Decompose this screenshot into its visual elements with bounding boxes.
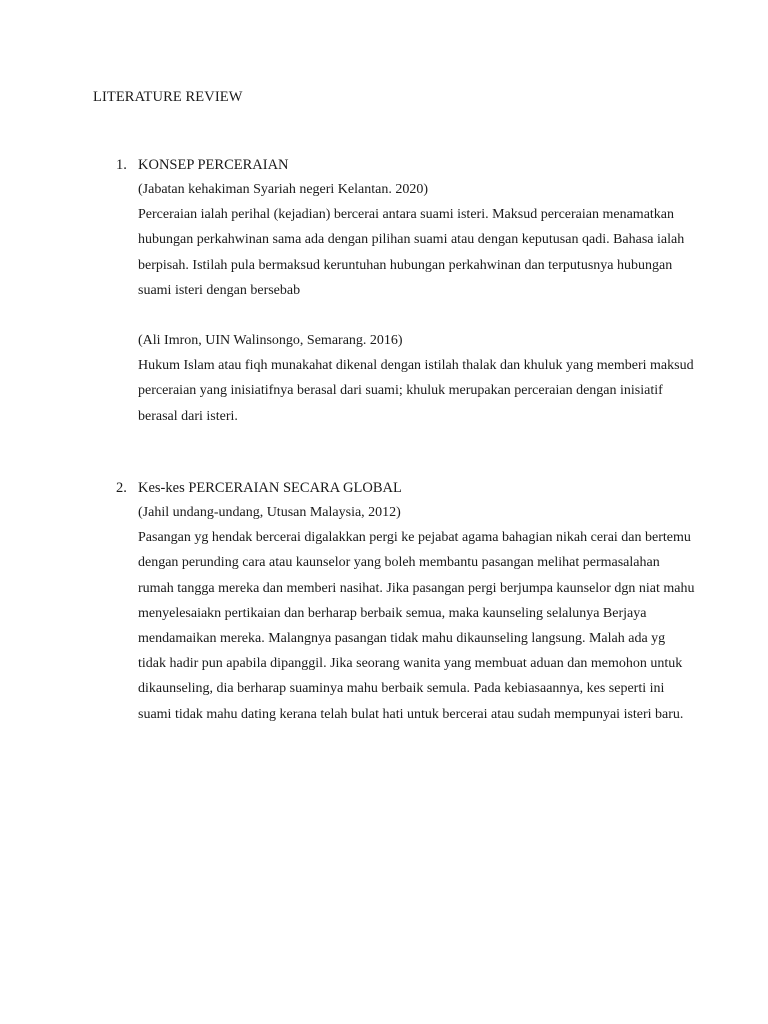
paragraph-spacer (138, 303, 696, 328)
section-body (138, 177, 696, 429)
section-heading (116, 155, 696, 177)
section-heading-text: Kes-kes PERCERAIAN SECARA GLOBAL (138, 480, 402, 496)
section-number: 1. (116, 157, 127, 173)
section-heading-text: KONSEP PERCERAIAN (138, 157, 289, 173)
paragraph: Hukum Islam atau fiqh munakahat dikenal dengan istilah thalak dan khuluk yang memberi maksud perceraian yang inisiatifnya berasal dari suami; khuluk merupakan perceraian dengan inisiatif berasal dari isteri. (138, 358, 694, 424)
citation: (Ali Imron, UIN Walinsongo, Semarang. 2016) (138, 333, 403, 348)
citation: (Jahil undang-undang, Utusan Malaysia, 2012) (138, 505, 401, 520)
section-body (138, 500, 696, 727)
paragraph: Pasangan yg hendak bercerai digalakkan pergi ke pejabat agama bahagian nikah cerai dan bertemu dengan perunding cara atau kaunselor yang boleh membantu pasangan melihat permasalahan rumah tangga mereka dan memberi nasihat. Jika pasangan pergi berjumpa kaunselor dgn niat mahu menyelesaiakn pertikaian dan berharap berbaik semua, maka kaunseling selalunya Berjaya mendamaikan mereka. Malangnya pasangan tidak mahu dikaunseling langsung. Malah ada yg tidak hadir pun apabila dipanggil. Jika seorang wanita yang membuat aduan dan memohon untuk dikaunseling, dia berharap suaminya mahu berbaik semula. Pada kebiasaannya, kes seperti ini suami tidak mahu dating kerana telah bulat hati untuk bercerai atau sudah mempunyai isteri baru. (138, 530, 695, 722)
section-heading (116, 478, 696, 500)
section-konsep-perceraian (116, 155, 696, 429)
document-title: LITERATURE REVIEW (93, 89, 243, 105)
paragraph: Perceraian ialah perihal (kejadian) bercerai antara suami isteri. Maksud perceraian menamatkan hubungan perkahwinan sama ada dengan pilihan suami atau dengan keputusan qadi. Bahasa ialah berpisah. Istilah pula bermaksud keruntuhan hubungan perkahwinan dan terputusnya hubungan suami isteri dengan bersebab (138, 207, 685, 298)
section-kes-perceraian-global (116, 478, 696, 727)
citation: (Jabatan kehakiman Syariah negeri Kelantan. 2020) (138, 182, 429, 197)
section-number: 2. (116, 480, 127, 496)
